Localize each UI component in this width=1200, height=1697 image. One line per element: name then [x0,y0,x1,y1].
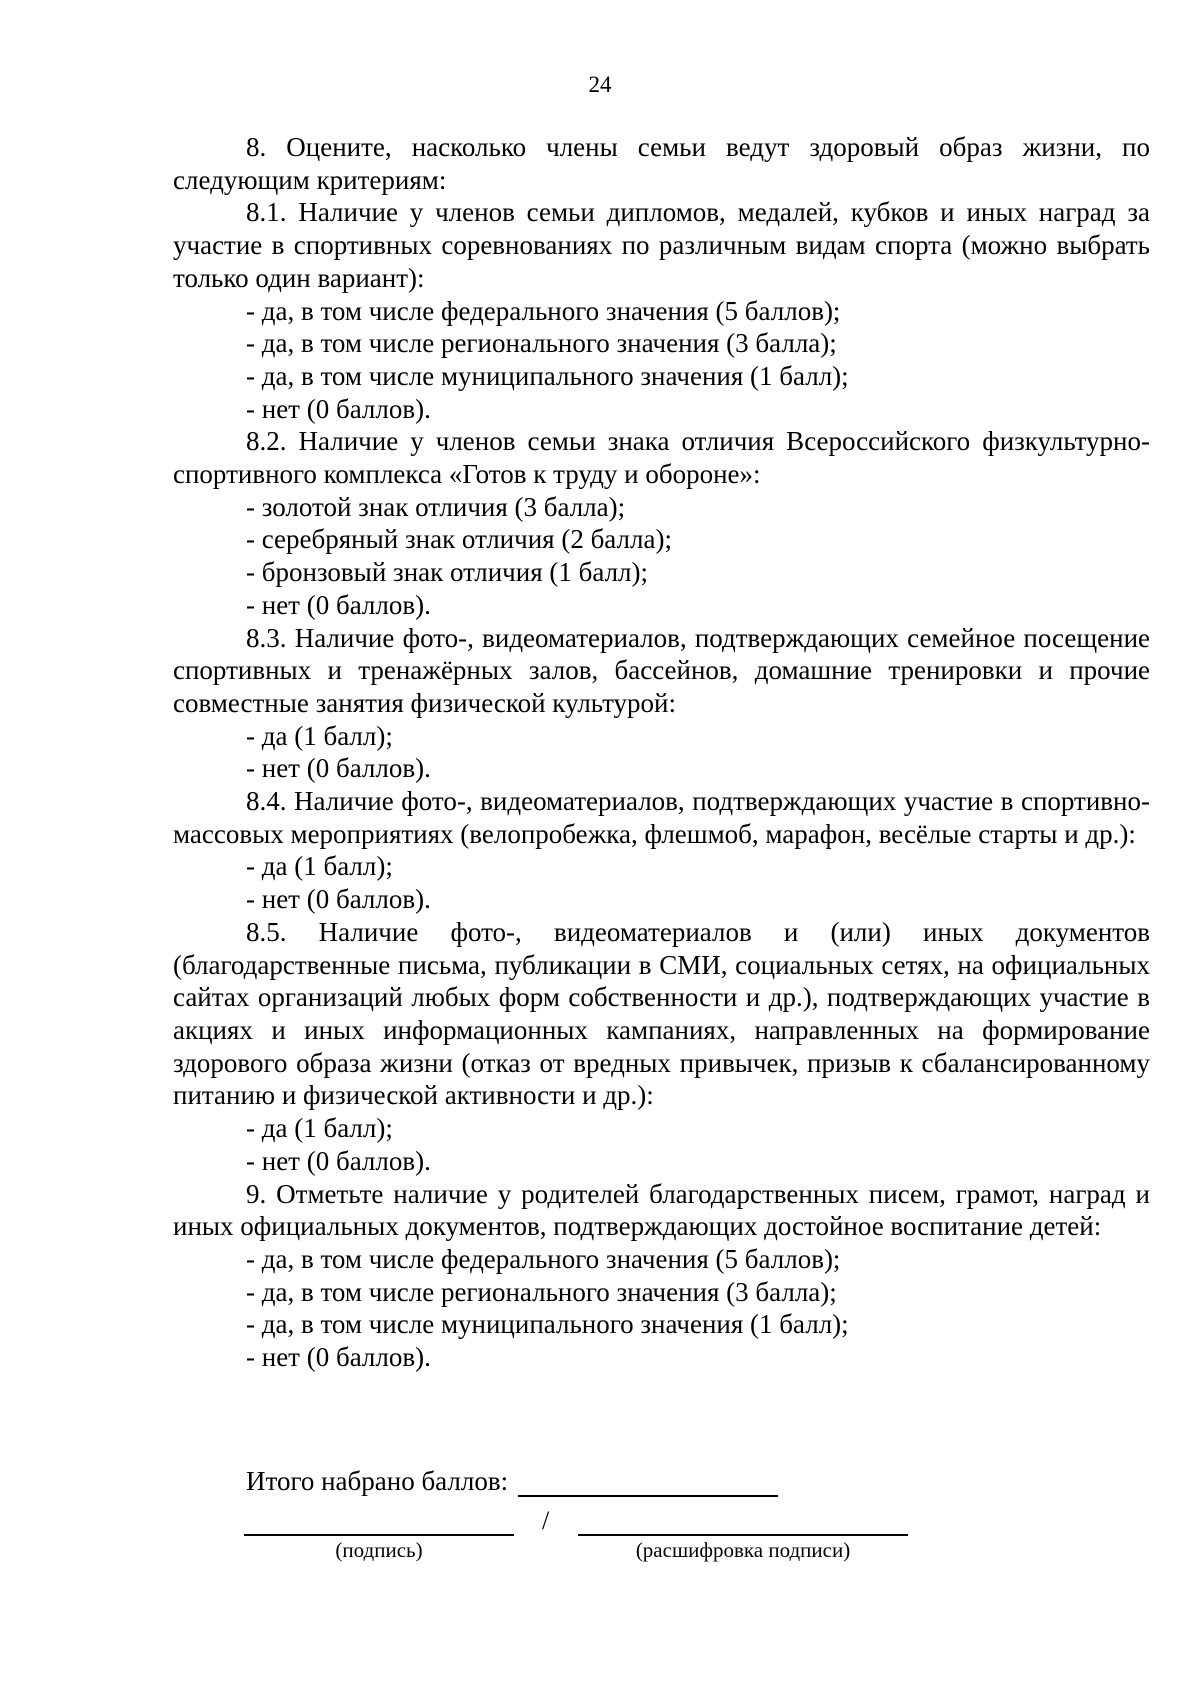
section-paragraph: 9. Отметьте наличие у родителей благодарственных писем, грамот, наград и иных официальных документов, подтверждающих достойное воспитание детей: [173,1178,1150,1242]
signature-blank-line [244,1534,514,1536]
section-paragraph: 8. Оцените, насколько члены семьи ведут здоровый образ жизни, по следующим критериям: [173,132,1150,195]
answer-option: - да, в том числе муниципального значения (1 балл); [246,360,849,391]
answer-option: - серебряный знак отличия (2 балла); [246,524,672,555]
answer-option: - да, в том числе регионального значения (3 балла); [246,328,837,359]
signature-decoding-blank-line [578,1534,908,1536]
answer-option: - золотой знак отличия (3 балла); [246,491,626,522]
answer-option: - да (1 балл); [246,1113,393,1144]
answer-option: - нет (0 баллов). [246,1145,431,1176]
section-paragraph: 8.3. Наличие фото-, видеоматериалов, подтверждающих семейное посещение спортивных и тренажёрных залов, бассейнов, домашние тренировки и прочие совместные занятия физической культурой: [173,622,1150,718]
signature-separator: / [542,1506,550,1535]
total-score-label: Итого набрано баллов: [246,1466,509,1496]
section-paragraph: 8.5. Наличие фото-, видеоматериалов и (или) иных документов (благодарственные письма, публикации в СМИ, социальных сетях, на официальных сайтах организаций любых форм собственности и др.), подтверждающих участие в акциях и иных информационных кампаниях, направленных на формирование здорового образа жизни (отказ от вредных привычек, призыв к сбалансированному питанию и физической активности и др.): [173,916,1150,1111]
answer-option: - нет (0 баллов). [246,884,431,915]
total-score-row [246,1466,778,1497]
section-paragraph: 8.4. Наличие фото-, видеоматериалов, подтверждающих участие в спортивно-массовых мероприятиях (велопробежка, флешмоб, марафон, весёлые старты и др.): [173,786,1150,849]
answer-option: - да, в том числе регионального значения (3 балла); [246,1276,837,1307]
answer-option: - да, в том числе федерального значения (5 баллов); [246,1243,841,1274]
page-number: 24 [588,72,612,97]
answer-option: - нет (0 баллов). [246,393,431,424]
signature-caption: (подпись) [335,1538,423,1562]
answer-option: - да (1 балл); [246,851,393,882]
section-paragraph: 8.1. Наличие у членов семьи дипломов, медалей, кубков и иных наград за участие в спортивных соревнованиях по различным видам спорта (можно выбрать только один вариант): [173,197,1150,293]
answer-option: - нет (0 баллов). [246,589,431,620]
answer-option: - да, в том числе федерального значения (5 баллов); [246,295,841,326]
answer-option: - нет (0 баллов). [246,753,431,784]
document-body [173,131,1150,1374]
answer-option: - бронзовый знак отличия (1 балл); [246,557,649,588]
total-score-blank [518,1467,778,1497]
section-paragraph: 8.2. Наличие у членов семьи знака отличия Всероссийского физкультурно-спортивного комплекса «Готов к труду и обороне»: [173,426,1150,490]
answer-option: - нет (0 баллов). [246,1342,431,1373]
answer-option: - да, в том числе муниципального значения (1 балл); [246,1309,849,1340]
answer-option: - да (1 балл); [246,720,393,751]
signature-decoding-caption: (расшифровка подписи) [635,1538,851,1562]
